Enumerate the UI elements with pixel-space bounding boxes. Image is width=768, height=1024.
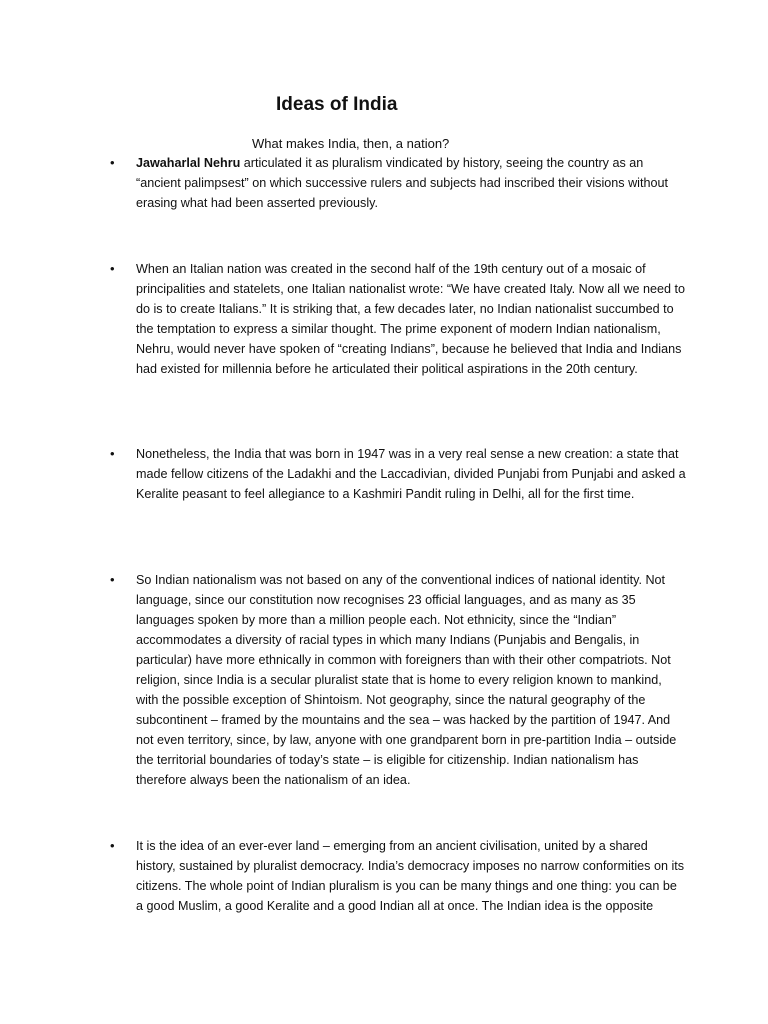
bullet-icon: • xyxy=(110,572,115,587)
bullet-body-1: articulated it as pluralism vindicated by history, seeing the country as an “ancient palimpsest” on which successive rulers and subjects had inscribed their visions without erasing what had been asserted previously. xyxy=(136,156,668,210)
bullet-icon: • xyxy=(110,838,115,853)
bullet-lead-name: Jawaharlal Nehru xyxy=(136,156,241,170)
document-title: Ideas of India xyxy=(276,94,398,115)
bullet-text-1 xyxy=(136,153,686,213)
bullet-icon: • xyxy=(110,261,115,276)
bullet-text-3: Nonetheless, the India that was born in 1947 was in a very real sense a new creation: a state that made fellow citizens of the Ladakhi and the Laccadivian, divided Punjabi from Punjabi and asked a Keralite peasant to feel allegiance to a Kashmiri Pandit ruling in Delhi, all for the first time. xyxy=(136,447,686,501)
bullet-text-4: So Indian nationalism was not based on any of the conventional indices of national identity. Not language, since our constitution now recognises 23 official languages, and as many as 35 languages spoken by more than a million people each. Not ethnicity, since the “Indian” accommodates a diversity of racial types in which many Indians (Punjabis and Bengalis, in particular) have more ethnically in common with foreigners than with their other compatriots. Not religion, since India is a secular pluralist state that is home to every religion known to mankind, with the possible exception of Shintoism. Not geography, since the natural geography of the subcontinent – framed by the mountains and the sea – was hacked by the partition of 1947. And not even territory, since, by law, anyone with one grandparent born in pre-partition India – outside the territorial boundaries of today’s state – is eligible for citizenship. Indian nationalism has therefore always been the nationalism of an idea. xyxy=(136,573,677,787)
bullet-text-2: When an Italian nation was created in the second half of the 19th century out of a mosaic of principalities and statelets, one Italian nationalist wrote: “We have created Italy. Now all we need to do is to create Italians.” It is striking that, a few decades later, no Indian nationalist succumbed to the temptation to express a similar thought. The prime exponent of modern Indian nationalism, Nehru, would never have spoken of “creating Indians”, because he believed that India and Indians had existed for millennia before he articulated their political aspirations in the 20th century. xyxy=(136,262,686,376)
document-subtitle: What makes India, then, a nation? xyxy=(252,136,450,151)
bullet-icon: • xyxy=(110,155,115,170)
bullet-text-5: It is the idea of an ever-ever land – emerging from an ancient civilisation, united by a shared history, sustained by pluralist democracy. India’s democracy imposes no narrow conformities on its citizens. The whole point of Indian pluralism is you can be many things and one thing: you can be a good Muslim, a good Keralite and a good Indian all at once. The Indian idea is the opposite xyxy=(136,839,685,913)
bullet-icon: • xyxy=(110,446,115,461)
